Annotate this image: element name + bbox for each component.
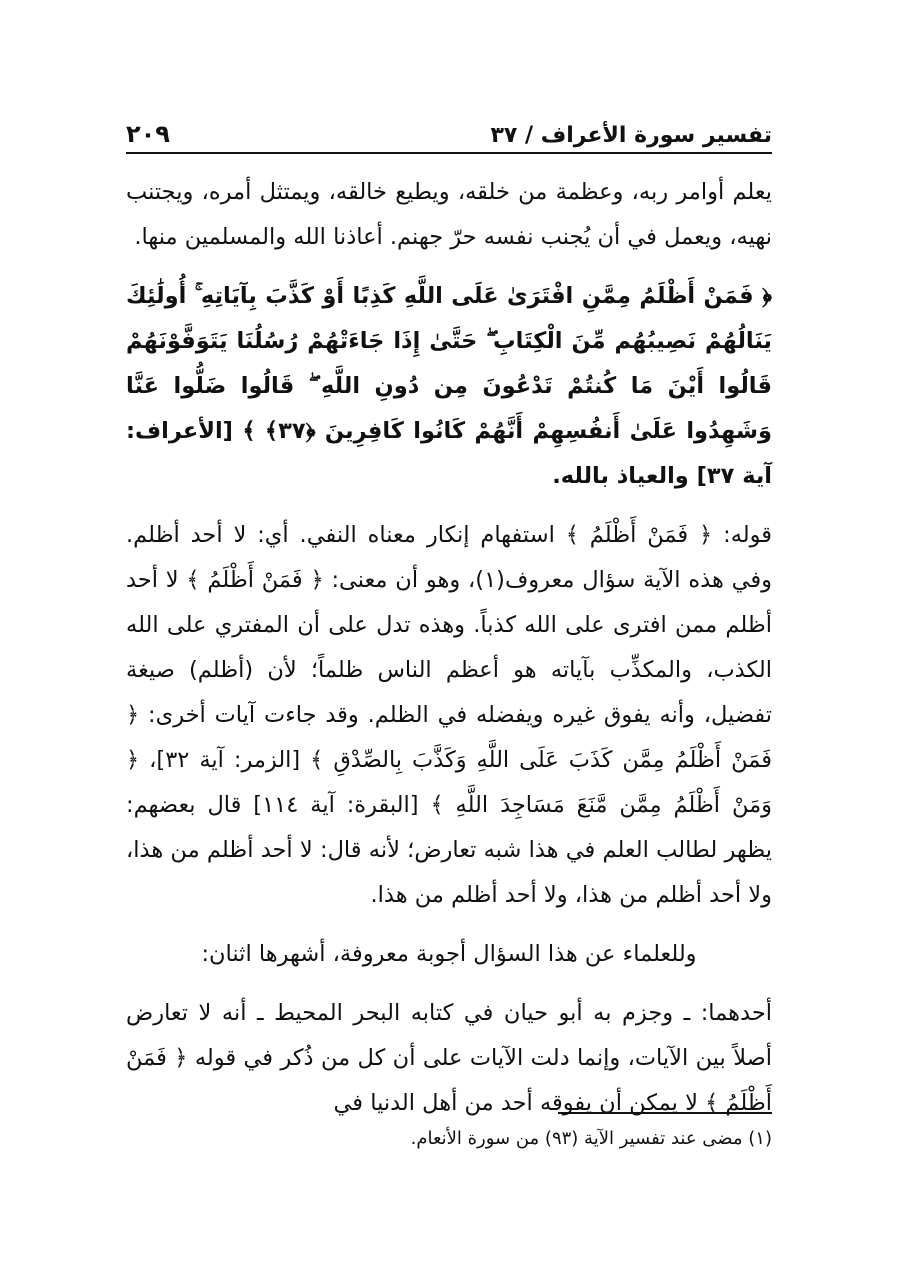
page-header [126,108,772,148]
header-rule [126,152,772,154]
page-number: ٢٠٩ [126,120,170,148]
paragraph: قوله: ﴿ فَمَنْ أَظْلَمُ ﴾ استفهام إنكار معناه النفي. أي: لا أحد أظلم. وفي هذه الآية سؤال معروف(١)، وهو أن معنى: ﴿ فَمَنْ أَظْلَمُ ﴾ لا أحد أظلم ممن افترى على الله كذباً. وهذه تدل على أن المفتري على الله الكذب، والمكذِّب بآياته هو أعظم الناس ظلماً؛ لأن (أظلم) صيغة تفضيل، وأنه يفوق غيره ويفضله في الظلم. وقد جاءت آيات أخرى: ﴿ فَمَنْ أَظْلَمُ مِمَّن كَذَبَ عَلَى اللَّهِ وَكَذَّبَ بِالصِّدْقِ ﴾ [الزمر: آية ٣٢]، ﴿ وَمَنْ أَظْلَمُ مِمَّن مَّنَعَ مَسَاجِدَ اللَّهِ ﴾ [البقرة: آية ١١٤] قال بعضهم: يظهر لطالب العلم في هذا شبه تعارض؛ لأنه قال: لا أحد أظلم من هذا، ولا أحد أظلم من هذا، ولا أحد أظلم من هذا. [126,522,772,908]
paragraph-centered: وللعلماء عن هذا السؤال أجوبة معروفة، أشهرها اثنان: [201,941,697,967]
quran-verse-paragraph: ﴿ فَمَنْ أَظْلَمُ مِمَّنِ افْتَرَىٰ عَلَى اللَّهِ كَذِبًا أَوْ كَذَّبَ بِآيَاتِهِ ۚ أُولَٰئِكَ يَنَالُهُمْ نَصِيبُهُم مِّنَ الْكِتَابِ ۖ حَتَّىٰ إِذَا جَاءَتْهُمْ رُسُلُنَا يَتَوَفَّوْنَهُمْ قَالُوا أَيْنَ مَا كُنتُمْ تَدْعُونَ مِن دُونِ اللَّهِ ۖ قَالُوا ضَلُّوا عَنَّا وَشَهِدُوا عَلَىٰ أَنفُسِهِمْ أَنَّهُمْ كَانُوا كَافِرِينَ ﴿٣٧﴾ ﴾ [الأعراف: آية ٣٧] والعياذ بالله. [126,283,772,489]
running-head: تفسير سورة الأعراف / ٣٧ [490,123,772,148]
footnote-rule [558,1112,772,1114]
page-body [126,170,772,1140]
footnote: (١) مضى عند تفسير الآية (٩٣) من سورة الأنعام. [410,1128,772,1149]
paragraph: أحدهما: ـ وجزم به أبو حيان في كتابه البحر المحيط ـ أنه لا تعارض أصلاً بين الآيات، وإنما دلت الآيات على أن كل من ذُكر في قوله ﴿ فَمَنْ أَظْلَمُ ﴾ لا يمكن أن يفوقه أحد من أهل الدنيا في [126,1000,772,1116]
paragraph: يعلم أوامر ربه، وعظمة من خلقه، ويطيع خالقه، ويمتثل أمره، ويجتنب نهيه، ويعمل في أن يُجنب نفسه حرّ جهنم. أعاذنا الله والمسلمين منها. [126,179,772,250]
